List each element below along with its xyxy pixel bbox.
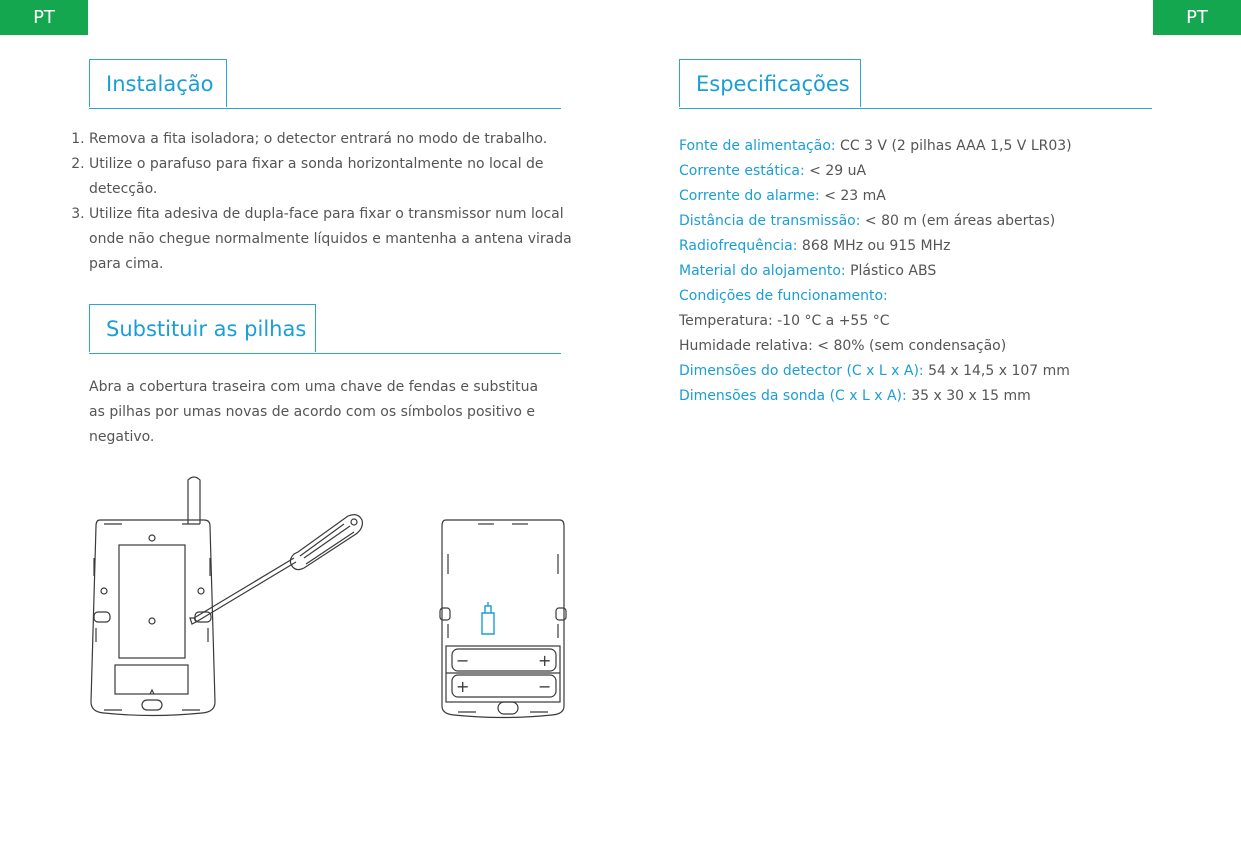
spec-row xyxy=(679,234,1199,259)
spec-label: Radiofrequência: xyxy=(679,238,798,254)
battery-plus-symbol: + xyxy=(538,651,552,670)
spec-row xyxy=(679,334,1199,359)
spec-label: Fonte de alimentação: xyxy=(679,138,836,154)
batteries-text: Abra a cobertura traseira com uma chave de fendas e substitua as pilhas por umas novas de acordo com os símbolos positivo e negativo. xyxy=(89,379,539,445)
language-tab-left: PT xyxy=(0,0,88,35)
specifications-header xyxy=(679,59,1152,109)
spec-row xyxy=(679,284,1199,309)
spec-row xyxy=(679,384,1199,409)
spec-row xyxy=(679,359,1199,384)
battery-plus-symbol: + xyxy=(456,677,470,696)
spec-row xyxy=(679,159,1199,184)
spec-row xyxy=(679,184,1199,209)
batteries-rule xyxy=(89,353,561,354)
installation-step-2: 2. Utilize o parafuso para fixar a sonda horizontalmente no local de detecção. xyxy=(89,152,589,202)
screwdriver-icon xyxy=(290,515,362,570)
spec-label: Corrente do alarme: xyxy=(679,188,820,204)
spec-row xyxy=(679,209,1199,234)
installation-step-1: 1. Remova a fita isoladora; o detector entrará no modo de trabalho. xyxy=(89,127,589,152)
spec-label: Distância de transmissão: xyxy=(679,213,861,229)
probe-connector-icon xyxy=(482,602,494,634)
battery-minus-symbol: − xyxy=(456,651,470,670)
spec-row xyxy=(679,309,1199,334)
spec-label: Corrente estática: xyxy=(679,163,805,179)
installation-header xyxy=(89,59,561,109)
spec-value: 35 x 30 x 15 mm xyxy=(906,388,1031,404)
installation-title: Instalação xyxy=(89,59,227,107)
back-cover-window xyxy=(119,545,185,658)
installation-steps xyxy=(60,127,589,277)
batteries-header xyxy=(89,304,561,354)
specifications-title: Especificações xyxy=(679,59,861,107)
battery-minus-symbol: − xyxy=(538,677,552,696)
spec-value: < 23 mA xyxy=(819,188,886,204)
battery-replacement-illustration xyxy=(438,518,568,720)
language-tab-right: PT xyxy=(1153,0,1241,35)
spec-label: Condições de funcionamento: xyxy=(679,288,888,304)
spec-value: < 80 m (em áreas abertas) xyxy=(860,213,1056,229)
spec-value: 868 MHz ou 915 MHz xyxy=(797,238,951,254)
spec-row xyxy=(679,259,1199,284)
specifications-rule xyxy=(679,108,1152,109)
spec-value: CC 3 V (2 pilhas AAA 1,5 V LR03) xyxy=(835,138,1072,154)
batteries-title: Substituir as pilhas xyxy=(89,304,316,352)
installation-step-3: 3. Utilize fita adesiva de dupla-face para fixar o transmissor num local onde não chegue normalmente líquidos e mantenha a antena virada para cima. xyxy=(89,202,589,277)
spec-value: 54 x 14,5 x 107 mm xyxy=(923,363,1070,379)
antenna-icon xyxy=(188,477,200,524)
spec-label: Dimensões da sonda (C x L x A): xyxy=(679,388,907,404)
detector-screwdriver-illustration xyxy=(82,472,372,722)
spec-value: < 29 uA xyxy=(804,163,867,179)
spec-value: Humidade relativa: < 80% (sem condensação) xyxy=(679,338,1007,354)
spec-row xyxy=(679,134,1199,159)
spec-label: Dimensões do detector (C x L x A): xyxy=(679,363,924,379)
screwdriver-shaft-icon xyxy=(194,558,294,618)
specifications-list xyxy=(679,134,1199,409)
spec-value: Plástico ABS xyxy=(845,263,937,279)
installation-rule xyxy=(89,108,561,109)
spec-label: Material do alojamento: xyxy=(679,263,846,279)
spec-value: Temperatura: -10 °C a +55 °C xyxy=(679,313,890,329)
